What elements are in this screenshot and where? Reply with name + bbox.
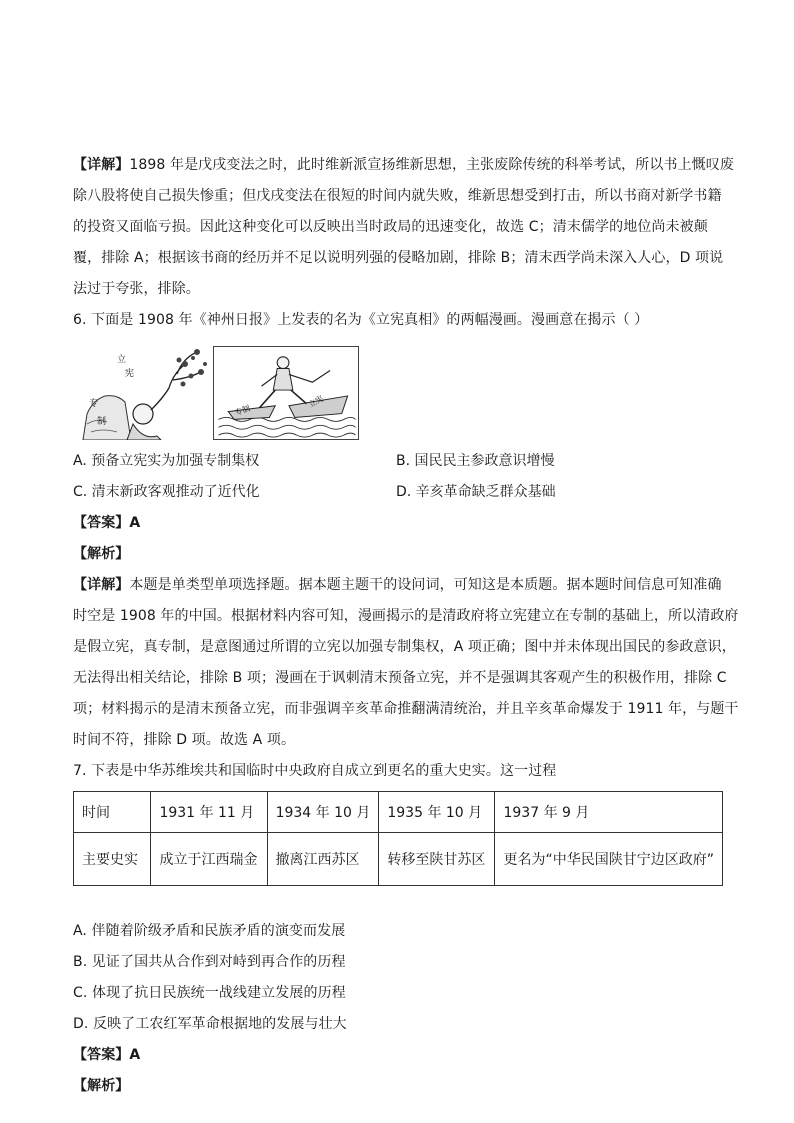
q7-options bbox=[73, 916, 723, 1040]
table-header-cell: 时间 bbox=[74, 792, 151, 833]
q6-detail-line-5: 项；材料揭示的是清末预备立宪，而非强调辛亥革命推翻满清统治，并且辛亥革命爆发于 1911 年，与题干 bbox=[73, 701, 739, 717]
table-cell: 转移至陕甘苏区 bbox=[379, 833, 495, 886]
q6-detail-line-3: 是假立宪，真专制，是意图通过所谓的立宪以加强专制集权，A 项正确；图中并未体现出国民的参政意识， bbox=[73, 639, 736, 655]
table-cell: 1937 年 9 月 bbox=[495, 792, 723, 833]
q6-stem: 6. 下面是 1908 年《神州日报》上发表的名为《立宪真相》的两幅漫画。漫画意在揭示（ ） bbox=[73, 312, 649, 328]
q7-option-d[interactable]: D. 反映了工农红军革命根据地的发展与壮大 bbox=[73, 1016, 347, 1032]
q6-option-a[interactable]: A. 预备立宪实为加强专制集权 bbox=[73, 453, 260, 469]
q6-options bbox=[73, 446, 723, 508]
boat-label-lixian: 立宪 bbox=[306, 393, 325, 410]
boat-label-zhuanzhi: 专制 bbox=[233, 403, 252, 418]
q7-option-c[interactable]: C. 体现了抗日民族统一战线建立发展的历程 bbox=[73, 985, 346, 1001]
table-cell: 1934 年 10 月 bbox=[267, 792, 379, 833]
q6-detail-line-4: 无法得出相关结论，排除 B 项；漫画在于讽刺清末预备立宪，并不是强调其客观产生的积极作用，排除 C bbox=[73, 670, 727, 686]
table-row bbox=[74, 792, 723, 833]
q7-stem: 7. 下表是中华苏维埃共和国临时中央政府自成立到更名的重大史实。这一过程 bbox=[73, 763, 557, 779]
table-header-cell: 主要史实 bbox=[74, 833, 151, 886]
document-page bbox=[73, 150, 739, 1102]
q5-detail-block bbox=[73, 150, 734, 305]
q5-detail-line-1: 【详解】1898 年是戊戌变法之时，此时维新派宣扬维新思想，主张废除传统的科举考试，所以书上慨叹废 bbox=[73, 157, 734, 173]
cartoon-label-xian: 宪 bbox=[125, 369, 135, 379]
detail-tag: 【详解】 bbox=[73, 157, 130, 173]
cartoon-label-zhuan: 专 bbox=[89, 399, 99, 409]
q5-detail-line-3: 的投资又面临亏损。因此这种变化可以反映出当时政局的迅速变化，故选 C；清末儒学的地位尚未被颠 bbox=[73, 219, 708, 235]
q5-detail-line-5: 法过于夸张，排除。 bbox=[73, 281, 200, 297]
table-cell: 撤离江西苏区 bbox=[267, 833, 379, 886]
cartoon-label-zhi: 制 bbox=[97, 417, 107, 427]
q6-option-d[interactable]: D. 辛亥革命缺乏群众基础 bbox=[396, 484, 556, 500]
q6-detail-line-2: 时空是 1908 年的中国。根据材料内容可知，漫画揭示的是清政府将立宪建立在专制的基础上，所以清政府 bbox=[73, 608, 739, 624]
table-cell: 1931 年 11 月 bbox=[151, 792, 267, 833]
table-cell: 更名为“中华民国陕甘宁边区政府” bbox=[495, 833, 723, 886]
q6-detail-block bbox=[73, 570, 739, 756]
q7-history-table bbox=[73, 791, 723, 886]
q6-option-b[interactable]: B. 国民民主参政意识增慢 bbox=[396, 453, 555, 469]
q6-detail-line-6: 时间不符，排除 D 项。故选 A 项。 bbox=[73, 732, 296, 748]
cartoon-boat-illustration bbox=[213, 346, 359, 440]
q7-analysis-heading: 【解析】 bbox=[73, 1078, 130, 1094]
q6-detail-line-1: 【详解】本题是单类型单项选择题。据本题主题干的设问词，可知这是本质题。据本题时间信息可知准确 bbox=[73, 577, 722, 593]
q7-option-b[interactable]: B. 见证了国共从合作到对峙到再合作的历程 bbox=[73, 954, 346, 970]
q7-answer: 【答案】A bbox=[73, 1047, 141, 1063]
q6-option-c[interactable]: C. 清末新政客观推动了近代化 bbox=[73, 484, 260, 500]
q6-cartoons bbox=[73, 344, 723, 442]
q7-option-a[interactable]: A. 伴随着阶级矛盾和民族矛盾的演变而发展 bbox=[73, 923, 346, 939]
q5-detail-line-4: 覆，排除 A；根据该书商的经历并不足以说明列强的侵略加剧，排除 B；清末西学尚未深入人心，D 项说 bbox=[73, 250, 724, 266]
cartoon-label-li: 立 bbox=[117, 355, 127, 365]
table-cell: 1935 年 10 月 bbox=[379, 792, 495, 833]
q5-detail-line-2: 除八股将使自己损失惨重；但戊戌变法在很短的时间内就失败，维新思想受到打击，所以书商对新学书籍 bbox=[73, 188, 722, 204]
table-row bbox=[74, 833, 723, 886]
q6-analysis-heading: 【解析】 bbox=[73, 546, 130, 562]
cartoon-tree-illustration bbox=[73, 344, 211, 440]
detail-tag: 【详解】 bbox=[73, 577, 130, 593]
table-cell: 成立于江西瑞金 bbox=[151, 833, 267, 886]
q6-answer: 【答案】A bbox=[73, 515, 141, 531]
